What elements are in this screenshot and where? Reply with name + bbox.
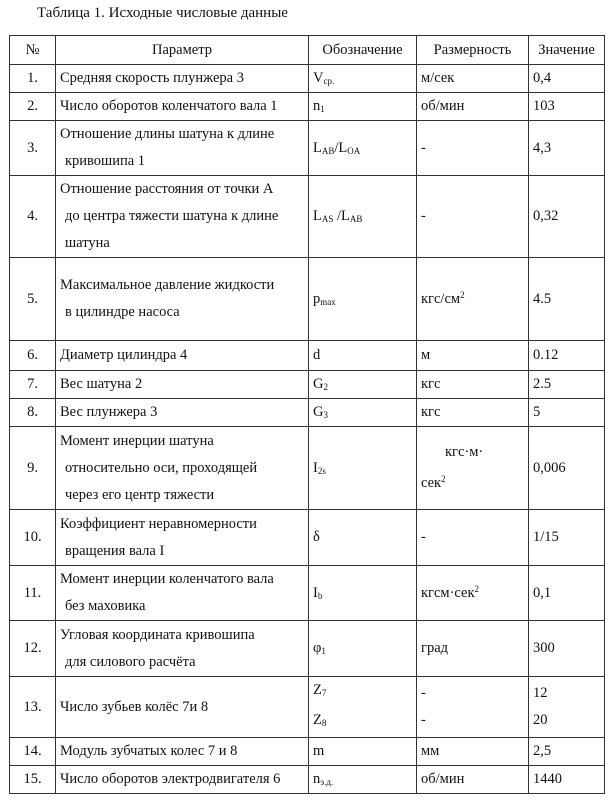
data-table <box>9 35 605 794</box>
row-number: 3. <box>10 121 56 176</box>
row-parameter <box>56 427 309 510</box>
value-line: 12 <box>533 685 548 701</box>
symbol-text: /L <box>334 139 348 156</box>
table-row <box>10 510 605 566</box>
row-parameter <box>56 766 309 794</box>
row-number: 5. <box>10 258 56 341</box>
row-unit <box>417 766 529 794</box>
symbol-subscript: OA <box>347 145 361 156</box>
row-unit <box>417 677 529 738</box>
parameter-line: кривошипа 1 <box>65 153 146 169</box>
row-symbol <box>309 510 417 566</box>
row-symbol <box>309 341 417 371</box>
row-symbol <box>309 621 417 677</box>
row-symbol <box>309 258 417 341</box>
parameter-line: без маховика <box>65 598 146 614</box>
parameter-line: Число зубьев колёс 7и 8 <box>60 698 209 715</box>
unit-text: м <box>421 347 431 363</box>
row-parameter <box>56 399 309 427</box>
row-unit <box>417 399 529 427</box>
symbol-subscript: AS <box>321 214 334 224</box>
symbol-text: p <box>313 290 321 307</box>
table-row <box>10 738 605 766</box>
row-unit <box>417 510 529 566</box>
row-number: 11. <box>10 566 56 621</box>
row-number: 12. <box>10 621 56 677</box>
symbol-text: φ <box>313 640 322 656</box>
parameter-line: Отношение расстояния от точки A <box>60 181 274 197</box>
row-value: 4,3 <box>529 121 605 176</box>
row-value: 103 <box>529 93 605 121</box>
row-parameter <box>56 258 309 341</box>
symbol-line <box>313 707 412 737</box>
parameter-line: в цилиндре насоса <box>65 304 180 320</box>
header-number: № <box>10 36 56 65</box>
row-value: 1440 <box>529 766 605 794</box>
unit-text: град <box>421 640 449 656</box>
symbol-subscript: 2 <box>323 382 328 392</box>
symbol-subscript: max <box>320 296 336 307</box>
symbol-text: G <box>313 404 324 420</box>
symbol-text: n <box>313 771 321 787</box>
row-unit <box>417 371 529 399</box>
row-symbol <box>309 65 417 93</box>
symbol-subscript: AB <box>349 214 363 224</box>
row-parameter <box>56 176 309 258</box>
symbol-text: I <box>313 584 318 601</box>
row-unit <box>417 258 529 341</box>
unit-text: кгсм·сек <box>421 585 475 601</box>
symbol-text: Z <box>313 712 322 728</box>
row-value: 300 <box>529 621 605 677</box>
table-row <box>10 258 605 341</box>
row-parameter <box>56 65 309 93</box>
table-row <box>10 677 605 738</box>
table-row <box>10 121 605 176</box>
unit-text: кгс <box>421 404 441 420</box>
parameter-line: до центра тяжести шатуна к длине <box>65 208 279 224</box>
row-value: 0,32 <box>529 176 605 258</box>
row-value: 0.12 <box>529 341 605 371</box>
unit-text: мм <box>421 743 440 759</box>
parameter-line: шатуна <box>65 235 110 251</box>
parameter-line: Отношение длины шатуна к длине <box>60 126 275 142</box>
row-value: 0,1 <box>529 566 605 621</box>
row-number: 15. <box>10 766 56 794</box>
table-row <box>10 566 605 621</box>
header-unit: Размерность <box>417 36 529 65</box>
row-value: 0,006 <box>529 427 605 510</box>
unit-text: - <box>421 529 426 545</box>
symbol-text: /L <box>333 208 350 224</box>
row-unit <box>417 93 529 121</box>
symbol-text: V <box>313 70 324 86</box>
table-row <box>10 176 605 258</box>
parameter-line: через его центр тяжести <box>65 486 215 503</box>
unit-text: - <box>421 208 426 224</box>
unit-line: - <box>421 685 426 701</box>
row-parameter <box>56 93 309 121</box>
row-number: 8. <box>10 399 56 427</box>
row-value: 2,5 <box>529 738 605 766</box>
unit-superscript: 2 <box>474 584 480 594</box>
symbol-text: L <box>313 208 322 224</box>
row-number: 4. <box>10 176 56 258</box>
header-parameter: Параметр <box>56 36 309 65</box>
row-unit <box>417 65 529 93</box>
table-row <box>10 621 605 677</box>
row-symbol <box>309 566 417 621</box>
unit-text: об/мин <box>421 98 465 114</box>
symbol-subscript: 1 <box>320 104 325 114</box>
row-symbol <box>309 677 417 738</box>
row-symbol <box>309 738 417 766</box>
table-row <box>10 371 605 399</box>
symbol-subscript: 3 <box>323 410 328 420</box>
symbol-subscript: 1 <box>321 646 326 656</box>
row-number: 13. <box>10 677 56 738</box>
parameter-line: для силового расчёта <box>65 653 196 670</box>
parameter-line: Вес плунжера 3 <box>60 404 158 420</box>
symbol-subscript: 2s <box>317 465 326 476</box>
symbol-text: I <box>313 459 318 476</box>
parameter-line: Средняя скорость плунжера 3 <box>60 70 244 86</box>
row-number: 10. <box>10 510 56 566</box>
row-symbol <box>309 371 417 399</box>
parameter-line: Угловая координата кривошипа <box>60 626 255 643</box>
parameter-line: Модуль зубчатых колес 7 и 8 <box>60 743 238 759</box>
unit-text: кгс <box>421 376 441 392</box>
row-unit <box>417 176 529 258</box>
header-row <box>10 36 605 65</box>
parameter-line: Вес шатуна 2 <box>60 376 143 392</box>
header-symbol: Обозначение <box>309 36 417 65</box>
symbol-text: L <box>313 139 322 156</box>
row-symbol <box>309 399 417 427</box>
parameter-line: вращения вала I <box>65 542 165 559</box>
unit-line <box>421 466 524 497</box>
row-number: 9. <box>10 427 56 510</box>
symbol-subscript: ср. <box>323 76 335 86</box>
unit-text: об/мин <box>421 771 465 787</box>
parameter-line: Момент инерции коленчатого вала <box>60 571 274 587</box>
row-symbol <box>309 176 417 258</box>
row-number: 14. <box>10 738 56 766</box>
unit-line: кгс·м· <box>445 444 484 460</box>
unit-text: - <box>421 139 426 156</box>
table-row <box>10 93 605 121</box>
table-caption: Таблица 1. Исходные числовые данные <box>37 5 288 21</box>
row-unit <box>417 566 529 621</box>
unit-text: сек <box>421 475 442 491</box>
parameter-line: Максимальное давление жидкости <box>60 277 275 293</box>
row-unit <box>417 341 529 371</box>
table-row <box>10 65 605 93</box>
row-symbol <box>309 766 417 794</box>
row-number: 2. <box>10 93 56 121</box>
row-unit <box>417 621 529 677</box>
row-value: 1/15 <box>529 510 605 566</box>
symbol-text: Z <box>313 682 322 698</box>
row-unit <box>417 738 529 766</box>
table-row <box>10 399 605 427</box>
unit-superscript: 2 <box>441 474 446 484</box>
table-row <box>10 427 605 510</box>
row-value: 2.5 <box>529 371 605 399</box>
symbol-subscript: э.д. <box>320 777 334 787</box>
symbol-subscript: 8 <box>321 718 327 728</box>
row-symbol <box>309 427 417 510</box>
symbol-text: G <box>313 376 324 392</box>
parameter-line: Момент инерции шатуна <box>60 432 214 449</box>
row-parameter <box>56 677 309 738</box>
symbol-line <box>313 677 412 707</box>
table-row <box>10 341 605 371</box>
row-parameter <box>56 738 309 766</box>
row-symbol <box>309 121 417 176</box>
row-parameter <box>56 341 309 371</box>
row-parameter <box>56 371 309 399</box>
parameter-line: относительно оси, проходящей <box>65 459 258 476</box>
row-parameter <box>56 510 309 566</box>
table-row <box>10 766 605 794</box>
row-value: 0,4 <box>529 65 605 93</box>
row-parameter <box>56 121 309 176</box>
unit-line: - <box>421 712 426 728</box>
symbol-subscript: 7 <box>321 688 327 698</box>
row-value: 4.5 <box>529 258 605 341</box>
symbol-subscript: b <box>317 590 323 601</box>
row-value: 5 <box>529 399 605 427</box>
symbol-text: δ <box>313 529 320 545</box>
symbol-text: d <box>313 347 321 363</box>
value-line: 20 <box>533 712 548 728</box>
row-number: 6. <box>10 341 56 371</box>
row-parameter <box>56 566 309 621</box>
row-parameter <box>56 621 309 677</box>
symbol-text: m <box>313 743 325 759</box>
row-value <box>529 677 605 738</box>
parameter-line: Число оборотов коленчатого вала 1 <box>60 98 278 114</box>
symbol-subscript: AB <box>321 145 335 156</box>
symbol-text: n <box>313 98 321 114</box>
unit-text: кгс/см <box>421 291 461 307</box>
unit-superscript: 2 <box>460 290 465 300</box>
row-unit <box>417 427 529 510</box>
row-unit <box>417 121 529 176</box>
unit-text: м/сек <box>421 70 455 86</box>
parameter-line: Диаметр цилиндра 4 <box>60 347 188 363</box>
row-number: 7. <box>10 371 56 399</box>
row-symbol <box>309 93 417 121</box>
row-number: 1. <box>10 65 56 93</box>
header-value: Значение <box>529 36 605 65</box>
parameter-line: Коэффициент неравномерности <box>60 515 257 532</box>
parameter-line: Число оборотов электродвигателя 6 <box>60 771 281 787</box>
